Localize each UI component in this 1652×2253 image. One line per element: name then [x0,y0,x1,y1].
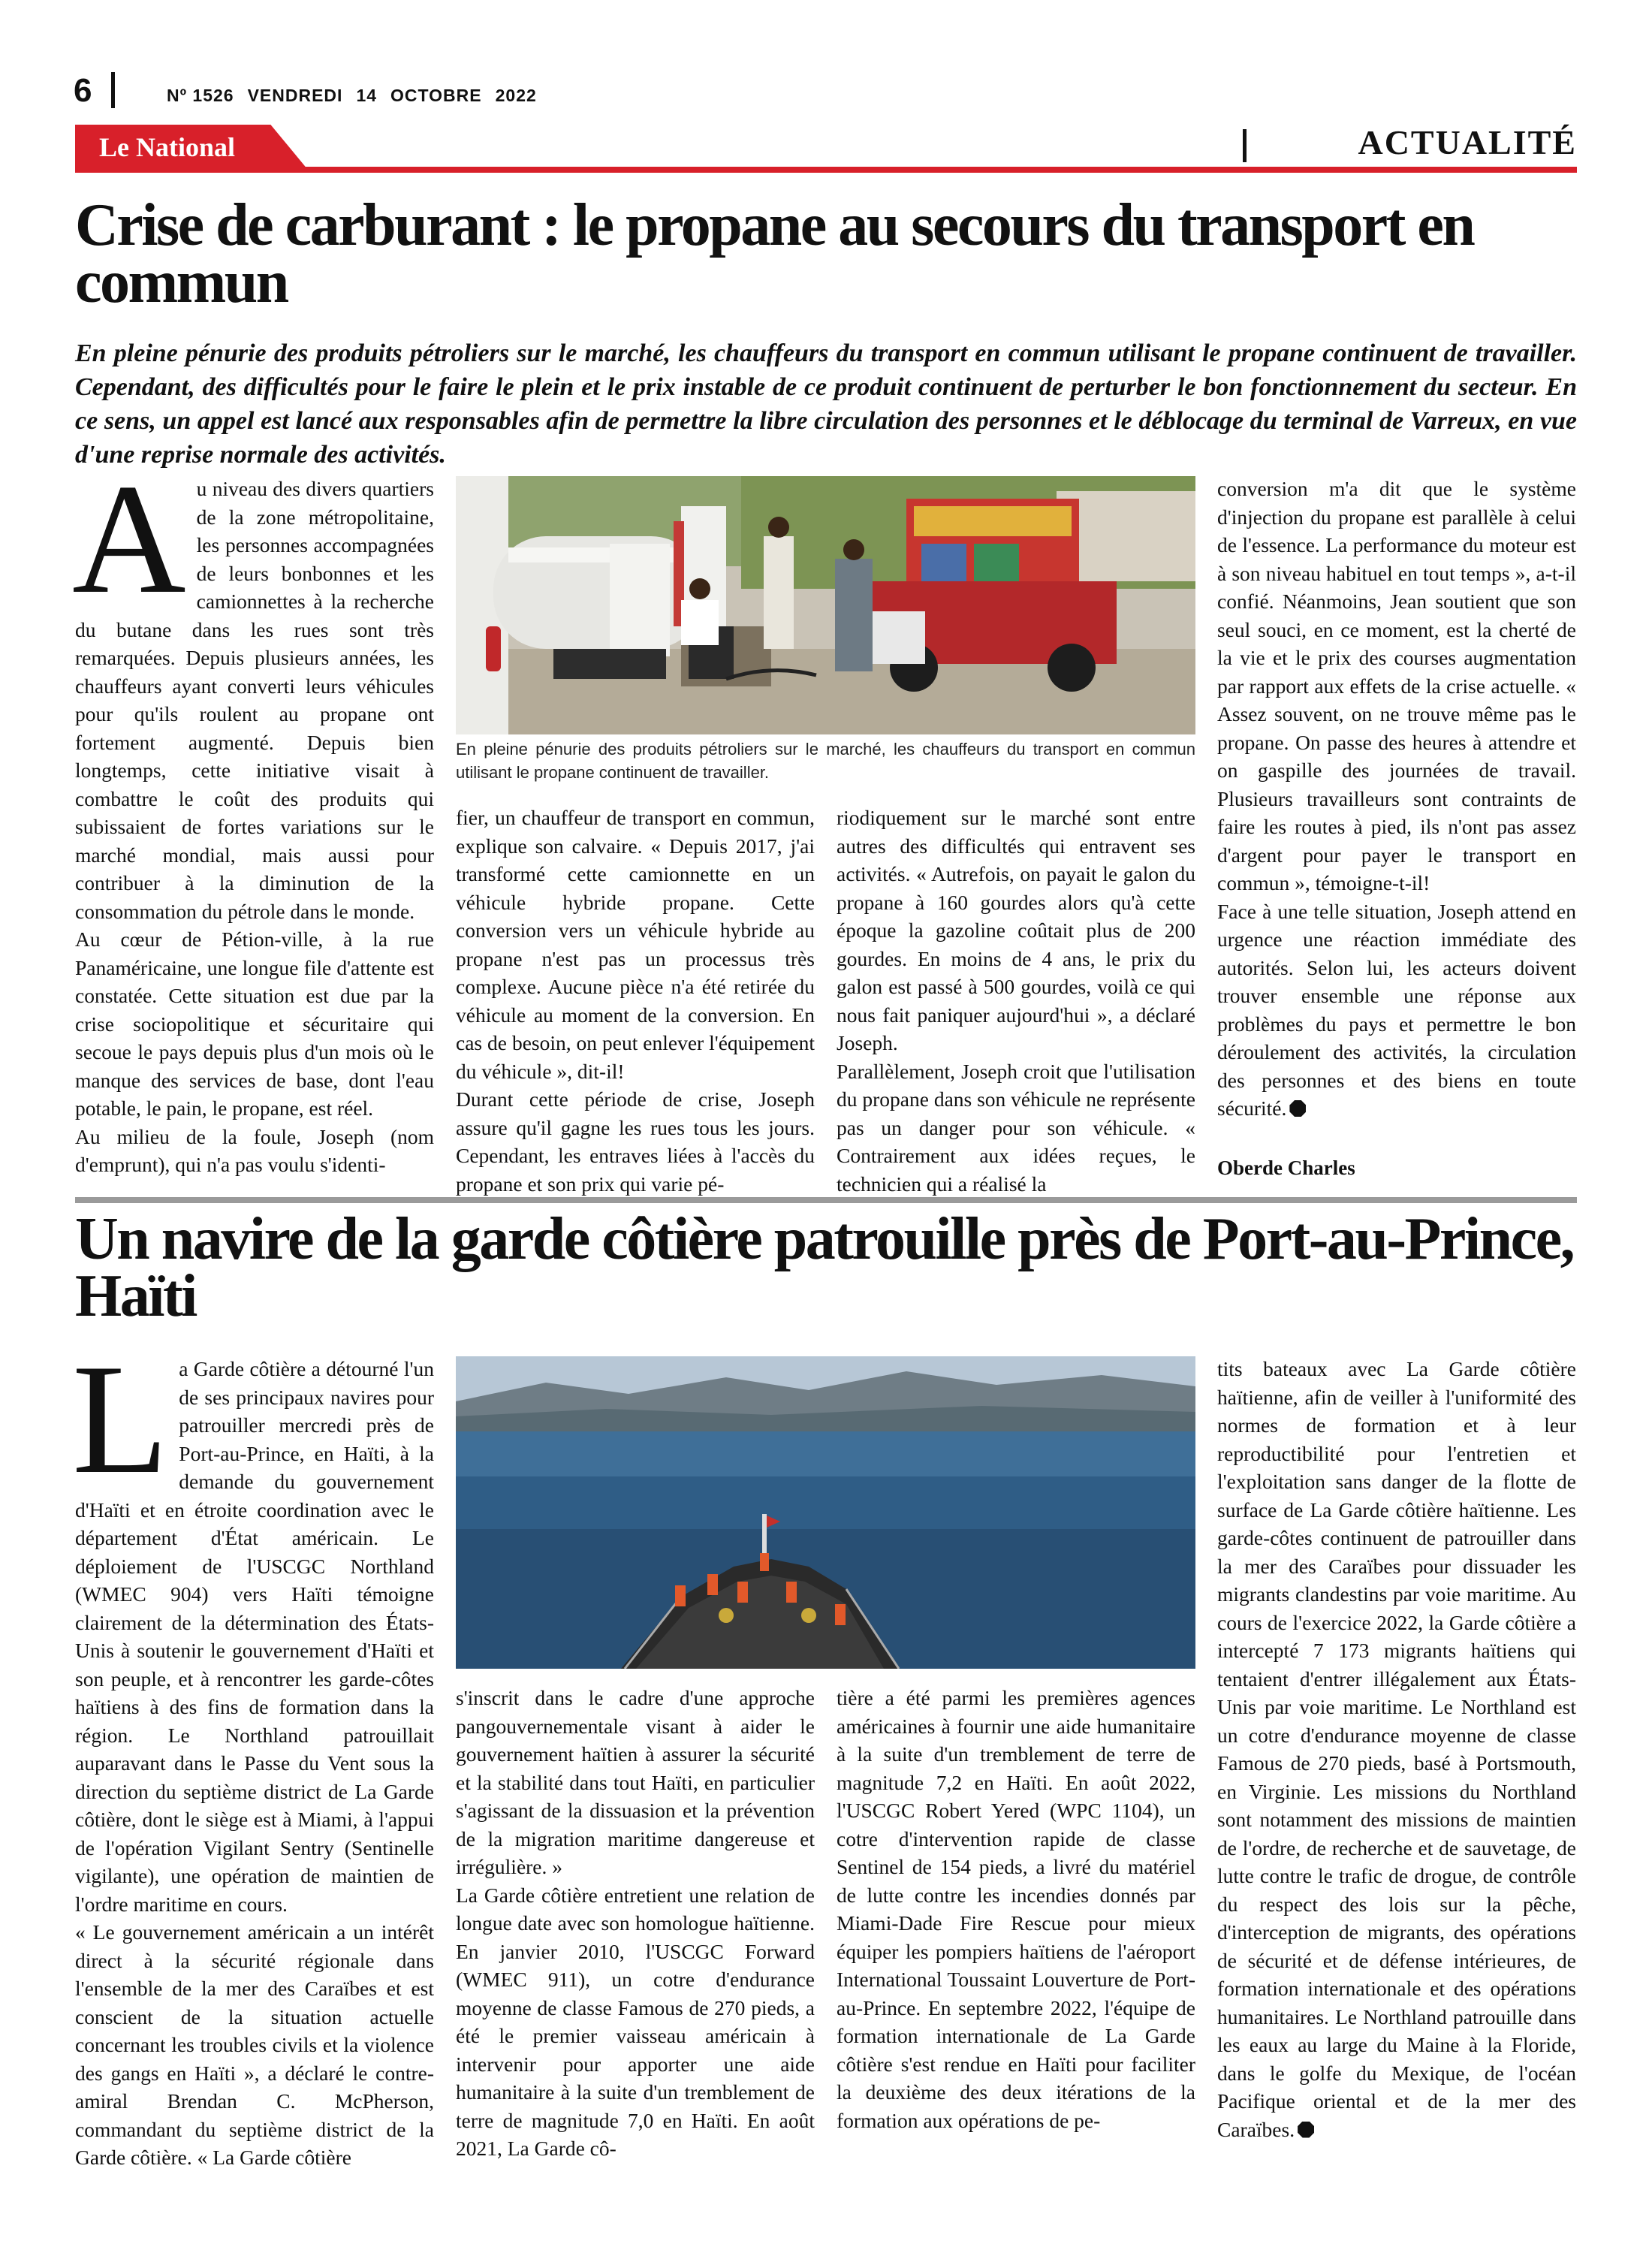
section-divider [1243,129,1247,162]
article1-col3-p2: Parallèlement, Joseph croit que l'utilisation du propane dans son véhicule ne représente pas un danger pour son véhicule. « Contrairement aux idées reçues, le technicien qui a réalisé la [837,1059,1196,1196]
article1-col4-p1: conversion m'a dit que le système d'injection du propane est parallèle à celui de l'essence. La performance du moteur est à son niveau habituel en tout temps », a-t-il confié. Néanmoins, Jean soutient que son seul souci, en ce moment, est la cherté de la vie et le prix des courses augmentation par rapport aux effets de la crise actuelle. « Assez souvent, on ne trouve même pas le propane. On passe des heures à attendre et on gaspille des journées de travail. Plusieurs travailleurs sont contraints de faire les routes à pied, ils n'ont pas assez d'argent pour payer le transport en commun », témoigne-t-il! [1217,477,1576,894]
issue-month: OCTOBRE [390,86,482,105]
article-divider [75,1197,1577,1203]
article1-lead: En pleine pénurie des produits pétroliers sur le marché, les chauffeurs du transport en commun utilisant le propane continuent de travailler. Cependant, des difficultés pour le faire le plein et le prix instable de ce produit continuent de perturber le bon fonctionnement du secteur. En ce sens, un appel est lancé aux responsables afin de permettre la libre circulation des personnes et le déblocage du terminal de Varreux, en vue d'une reprise normale des activités. [75,339,1577,469]
issue-weekday: VENDREDI [247,86,343,105]
page-number: 6 [74,72,92,109]
article1-title: Crise de carburant : le propane au secours du transport en commun [75,192,1474,315]
article2-col2-p2: La Garde côtière entretient une relation de longue date avec son homologue haïtienne. En janvier 2010, l'USCGC Forward (WMEC 911), un cotre d'endurance moyenne de classe Famous de 270 pieds, a été le premier vaisseau américain à intervenir pour apporter une aide humanitaire à la suite d'un tremblement de terre de magnitude 7,0 en Haïti. En août 2021, La Garde cô- [456,1883,815,2160]
end-of-article-icon [1289,1100,1306,1117]
article1-author: Oberde Charles [1217,1157,1355,1179]
article1-col4-p2: Face à une telle situation, Joseph attend en urgence une réaction immédiate des autorités. Selon lui, les acteurs doivent trouver ensemble une réponse aux problèmes du pays et permettre le bon déroulement des activités, la circulation des personnes et des biens en toute sécurité. [1217,899,1576,1120]
article1-column-2 [456,804,815,1198]
article2-column-4 [1217,1355,1576,2143]
article1-column-3 [837,804,1195,1198]
article1-col3-p1: riodiquement sur le marché sont entre autres des difficultés qui entravent ses activités. « Autrefois, on payait le galon du propane à 160 gourdes alors qu'à cette époque la gazoline coûtait plus de 200 gourdes. En moins de 4 ans, le prix du galon est passé à 500 gourdes, voilà ce qui nous fait paniquer aujourd'hui », a déclaré Joseph. [837,806,1195,1054]
article2-col1-p1: a Garde côtière a détourné l'un de ses principaux navires pour patrouiller mercredi près de Port-au-Prince, en Haïti, à la demande du gouvernement d'Haïti et en étroite coordination avec le département d'État américain. Le déploiement de l'USCGC Northland (WMEC 904) vers Haïti témoigne clairement de la détermination des États-Unis à soutenir le gouvernement d'Haïti et son peuple, et à rencontrer les garde-côtes haïtiens à des fins de formation dans la région. Le Northland patrouillait auparavant dans le Passe du Vent sous la direction du septième district de La Garde côtière, dont le siège est à Miami, à l'appui de l'opération Vigilant Sentry (Sentinelle vigilante), une opération de maintien de l'ordre maritime en cours. [75,1357,434,1916]
article1-col1-p3: Au milieu de la foule, Joseph (nom d'emprunt), qui n'a pas voulu s'identi- [75,1124,434,1176]
brand-name: Le National [99,132,236,162]
article2-col2-p1: s'inscrit dans le cadre d'une approche pangouvernementale visant à aider le gouvernement haïtien à assurer la sécurité et la stabilité dans tout Haïti, en particulier s'agissant de la dissuasion et la prévention de la migration maritime dangereuse et irrégulière. » [456,1686,815,1878]
article1-col2-p2: Durant cette période de crise, Joseph assure qu'il gagne les rues tous les jours. Cependant, les entraves liées à l'accès du propane et son prix qui varie pé- [456,1087,815,1196]
coast-guard-ship-photo [456,1356,1195,1669]
article2-title: Un navire de la garde côtière patrouille près de Port-au-Prince, Haïti [75,1206,1574,1329]
propane-station-photo [456,476,1195,734]
article1-photo-caption: En pleine pénurie des produits pétroliers sur le marché, les chauffeurs du transport en commun utilisant le propane continuent de travailler. [456,740,1195,782]
article1-column-1 [72,452,434,1179]
article1-col2-p1: fier, un chauffeur de transport en commun, explique son calvaire. « Depuis 2017, j'ai transformé cette camionnette en un véhicule hybride propane. Cette conversion vers un véhicule hybride au propane n'est pas un processus très complexe. Aucune pièce n'a été retirée du véhicule au moment de la conversion. En cas de besoin, on peut enlever l'équipement du véhicule », dit-il! [456,806,815,1083]
end-of-article-icon [1298,2122,1314,2138]
article1-col1-p1: u niveau des divers quartiers de la zone métropolitaine, les personnes accompagnées de leurs bonbonnes et les camionnettes à la recherche du butane dans les rues sont très remarquées. Depuis plusieurs années, les chauffeurs ayant converti leurs véhicules pour qu'ils roulent au propane ont fortement augmenté. Depuis bien longtemps, cette initiative visait à combattre le coût des produits qui subissaient de fortes variations sur le marché mondial, mais aussi pour contribuer à la diminution de la consommation du pétrole dans le monde. [75,477,434,923]
article2-col4-p1: tits bateaux avec La Garde côtière haïtienne, afin de veiller à l'uniformité des normes de formation et à leur reproductibilité pour l'entretien et l'exploitation sans danger de la flotte de surface de La Garde côtière haïtienne. Les garde-côtes continuent de patrouiller dans la mer des Caraïbes pour dissuader les migrants clandestins par voie maritime. Au cours de l'exercice 2022, la Garde côtière a intercepté 7 173 migrants haïtiens qui tentaient d'entrer illégalement aux États-Unis par voie maritime. Le Northland est un cotre d'endurance moyenne de classe Famous de 270 pieds, basé à Portsmouth, en Virginie. Les missions du Northland sont notamment des missions de maintien de l'ordre, de recherche et de sauvetage, de lutte contre le trafic de drogue, de contrôle du respect des lois sur la pêche, d'interception de migrants, des opérations de sécurité et de défense intérieures, de formation internationale et des opérations humanitaires. Le Northland patrouille dans les eaux au large du Maine à la Floride, dans le golfe du Mexique, de l'océan Pacifique oriental et de la mer des Caraïbes. [1217,1357,1576,2141]
issue-year: 2022 [495,86,537,105]
issue-line [167,86,550,106]
issue-day: 14 [356,86,378,105]
article2-col1-p2: « Le gouvernement américain a un intérêt direct à la sécurité régionale dans l'ensemble de la mer des Caraïbes et est conscient de la situation actuelle concernant les troubles civils et la violence des gangs en Haïti », a déclaré le contre-amiral Brendan C. McPherson, commandant du septième district de la Garde côtière. « La Garde côtière [75,1920,434,2169]
article2-column-2 [456,1684,815,2163]
header-rule [75,167,1577,173]
article2-col3-p1: tière a été parmi les premières agences américaines à fournir une aide humanitaire à la suite d'un tremblement de terre de magnitude 7,2 en Haïti. En août 2022, l'USCGC Robert Yered (WPC 1104), un cotre d'intervention rapide de classe Sentinel de 154 pieds, a livré du matériel de lutte contre les incendies donnés par Miami-Dade Fire Rescue pour mieux équiper les pompiers haïtiens de l'aéroport International Toussaint Louverture de Port-au-Prince. En septembre 2022, l'équipe de formation internationale de La Garde côtière s'est rendue en Haïti pour faciliter la deuxième des deux itérations de la formation aux opérations de pe- [837,1686,1195,2132]
article2-column-3 [837,1684,1195,2134]
article2-column-1 [72,1332,434,2172]
article1-column-4 [1217,475,1576,1123]
section-label: ACTUALITÉ [1358,123,1577,161]
article1-dropcap: A [72,452,186,626]
article1-col1-p2: Au cœur de Pétion-ville, à la rue Panaméricaine, une longue file d'attente est constatée. Cette situation est due par la crise sociopolitique et sécuritaire qui secoue le pays depuis plus d'un mois où le manque des services de base, dont l'eau potable, le pain, le propane, est réel. [75,927,434,1120]
article2-dropcap: L [72,1332,169,1507]
issue-number: Nº 1526 [167,86,234,105]
page-number-divider [111,72,115,108]
